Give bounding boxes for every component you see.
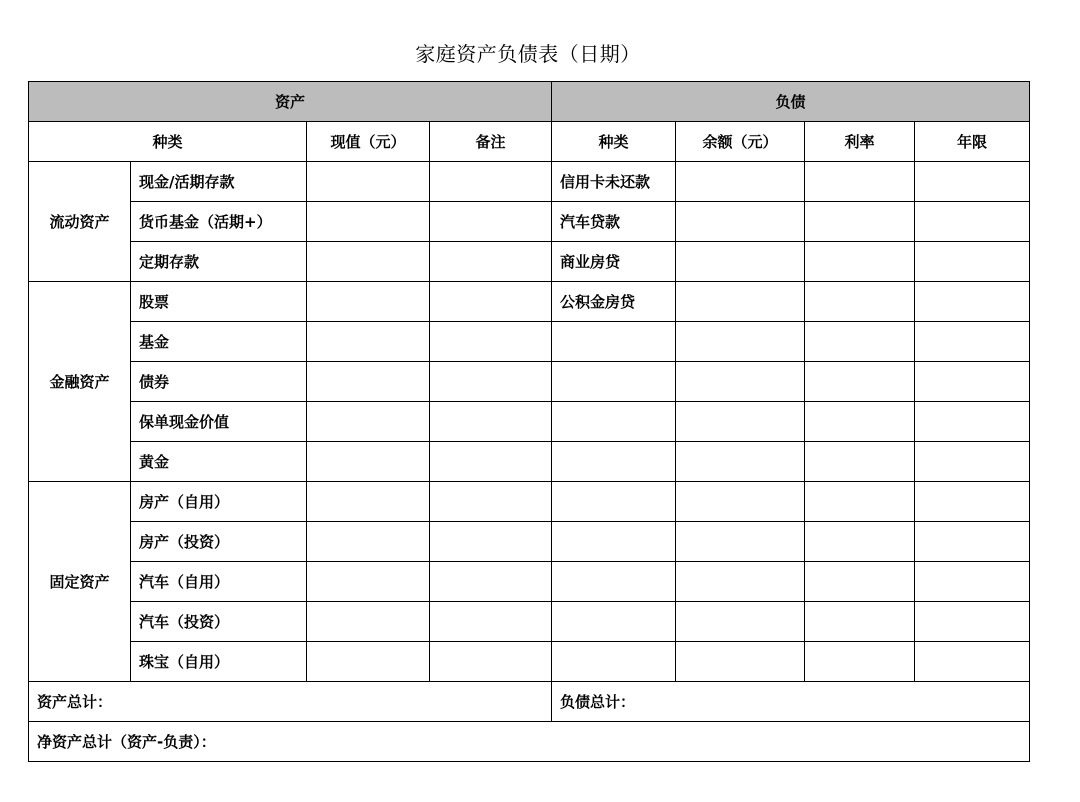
asset-note-cell[interactable]: [430, 162, 552, 202]
liability-rate-cell[interactable]: [805, 562, 915, 602]
net-worth-total-label: 净资产总计（资产-负责）：: [29, 722, 1030, 762]
asset-note-cell[interactable]: [430, 202, 552, 242]
liability-term-cell[interactable]: [915, 282, 1030, 322]
liability-amount-cell[interactable]: [676, 282, 805, 322]
liability-term-cell[interactable]: [915, 642, 1030, 682]
liability-total-label: 负债总计：: [552, 682, 1030, 722]
net-total-row: [29, 722, 1030, 762]
asset-value-cell[interactable]: [307, 202, 430, 242]
totals-row: [29, 682, 1030, 722]
asset-note-cell[interactable]: [430, 362, 552, 402]
asset-note-cell[interactable]: [430, 442, 552, 482]
liability-term-cell[interactable]: [915, 602, 1030, 642]
asset-value-cell[interactable]: [307, 162, 430, 202]
liability-category-cell: [552, 602, 676, 642]
asset-category-header: 种类: [29, 122, 307, 162]
asset-note-header: 备注: [430, 122, 552, 162]
liability-item-label: 商业房贷: [552, 242, 676, 282]
liability-term-cell[interactable]: [915, 202, 1030, 242]
asset-group-label: 流动资产: [29, 162, 131, 282]
asset-note-cell[interactable]: [430, 282, 552, 322]
liability-term-cell[interactable]: [915, 522, 1030, 562]
liability-term-cell[interactable]: [915, 242, 1030, 282]
liability-rate-cell[interactable]: [805, 322, 915, 362]
asset-value-header: 现值（元）: [307, 122, 430, 162]
asset-item-label: 基金: [131, 322, 307, 362]
liability-amount-cell[interactable]: [676, 562, 805, 602]
asset-group-label: 金融资产: [29, 282, 131, 482]
asset-note-cell[interactable]: [430, 242, 552, 282]
table-row: [29, 562, 1030, 602]
liability-item-label: 信用卡未还款: [552, 162, 676, 202]
asset-value-cell[interactable]: [307, 642, 430, 682]
liability-rate-header: 利率: [805, 122, 915, 162]
table-row: [29, 362, 1030, 402]
column-header-row: [29, 122, 1030, 162]
asset-value-cell[interactable]: [307, 282, 430, 322]
liability-term-header: 年限: [915, 122, 1030, 162]
asset-note-cell[interactable]: [430, 522, 552, 562]
table-row: [29, 642, 1030, 682]
liability-category-header: 种类: [552, 122, 676, 162]
liability-category-cell: [552, 362, 676, 402]
asset-item-label: 房产（自用）: [131, 482, 307, 522]
asset-note-cell[interactable]: [430, 562, 552, 602]
liability-rate-cell[interactable]: [805, 282, 915, 322]
liability-amount-cell[interactable]: [676, 362, 805, 402]
asset-group-label: 固定资产: [29, 482, 131, 682]
asset-item-label: 房产（投资）: [131, 522, 307, 562]
liability-item-label: 汽车贷款: [552, 202, 676, 242]
asset-item-label: 汽车（自用）: [131, 562, 307, 602]
sheet-title: 家庭资产负债表（日期）: [415, 42, 641, 66]
asset-note-cell[interactable]: [430, 322, 552, 362]
liability-term-cell[interactable]: [915, 562, 1030, 602]
liability-category-cell: [552, 562, 676, 602]
asset-item-label: 黄金: [131, 442, 307, 482]
table-row: [29, 442, 1030, 482]
liability-item-label: 公积金房贷: [552, 282, 676, 322]
liability-rate-cell[interactable]: [805, 202, 915, 242]
liability-category-cell: [552, 642, 676, 682]
liability-category-cell: [552, 402, 676, 442]
table-row: [29, 522, 1030, 562]
liabilities-section-header: 负债: [552, 82, 1030, 122]
liability-rate-cell[interactable]: [805, 362, 915, 402]
asset-item-label: 汽车（投资）: [131, 602, 307, 642]
asset-value-cell[interactable]: [307, 482, 430, 522]
liability-rate-cell[interactable]: [805, 522, 915, 562]
liability-term-cell[interactable]: [915, 162, 1030, 202]
asset-item-label: 现金/活期存款: [131, 162, 307, 202]
asset-value-cell[interactable]: [307, 522, 430, 562]
section-header-row: [29, 82, 1030, 122]
liability-amount-cell[interactable]: [676, 602, 805, 642]
asset-item-label: 保单现金价值: [131, 402, 307, 442]
liability-term-cell[interactable]: [915, 482, 1030, 522]
asset-item-label: 货币基金（活期+）: [131, 202, 307, 242]
asset-value-cell[interactable]: [307, 442, 430, 482]
balance-sheet-table: [28, 81, 1030, 762]
table-row: [29, 162, 1030, 202]
asset-value-cell[interactable]: [307, 562, 430, 602]
table-row: [29, 482, 1030, 522]
liability-term-cell[interactable]: [915, 442, 1030, 482]
liability-amount-cell[interactable]: [676, 482, 805, 522]
liability-rate-cell[interactable]: [805, 402, 915, 442]
liability-term-cell[interactable]: [915, 322, 1030, 362]
table-row: [29, 322, 1030, 362]
liability-amount-cell[interactable]: [676, 642, 805, 682]
asset-note-cell[interactable]: [430, 642, 552, 682]
asset-item-label: 定期存款: [131, 242, 307, 282]
liability-amount-cell[interactable]: [676, 402, 805, 442]
liability-amount-cell[interactable]: [676, 202, 805, 242]
asset-item-label: 珠宝（自用）: [131, 642, 307, 682]
asset-note-cell[interactable]: [430, 602, 552, 642]
liability-term-cell[interactable]: [915, 362, 1030, 402]
liability-amount-cell[interactable]: [676, 322, 805, 362]
liability-rate-cell[interactable]: [805, 242, 915, 282]
asset-note-cell[interactable]: [430, 402, 552, 442]
liability-amount-cell[interactable]: [676, 522, 805, 562]
liability-category-cell: [552, 322, 676, 362]
asset-value-cell[interactable]: [307, 322, 430, 362]
table-row: [29, 602, 1030, 642]
liability-rate-cell[interactable]: [805, 482, 915, 522]
asset-value-cell[interactable]: [307, 362, 430, 402]
asset-item-label: 股票: [131, 282, 307, 322]
asset-value-cell[interactable]: [307, 242, 430, 282]
liability-rate-cell[interactable]: [805, 162, 915, 202]
asset-value-cell[interactable]: [307, 402, 430, 442]
asset-value-cell[interactable]: [307, 602, 430, 642]
liability-category-cell: [552, 482, 676, 522]
liability-rate-cell[interactable]: [805, 642, 915, 682]
liability-category-cell: [552, 442, 676, 482]
liability-amount-cell[interactable]: [676, 242, 805, 282]
table-row: [29, 402, 1030, 442]
assets-section-header: 资产: [29, 82, 552, 122]
liability-rate-cell[interactable]: [805, 602, 915, 642]
asset-note-cell[interactable]: [430, 482, 552, 522]
liability-amount-header: 余额（元）: [676, 122, 805, 162]
liability-rate-cell[interactable]: [805, 442, 915, 482]
table-row: [29, 242, 1030, 282]
liability-amount-cell[interactable]: [676, 442, 805, 482]
liability-category-cell: [552, 522, 676, 562]
asset-item-label: 债券: [131, 362, 307, 402]
table-row: [29, 202, 1030, 242]
liability-amount-cell[interactable]: [676, 162, 805, 202]
liability-term-cell[interactable]: [915, 402, 1030, 442]
table-row: [29, 282, 1030, 322]
asset-total-label: 资产总计：: [29, 682, 552, 722]
table-body: [29, 162, 1030, 682]
